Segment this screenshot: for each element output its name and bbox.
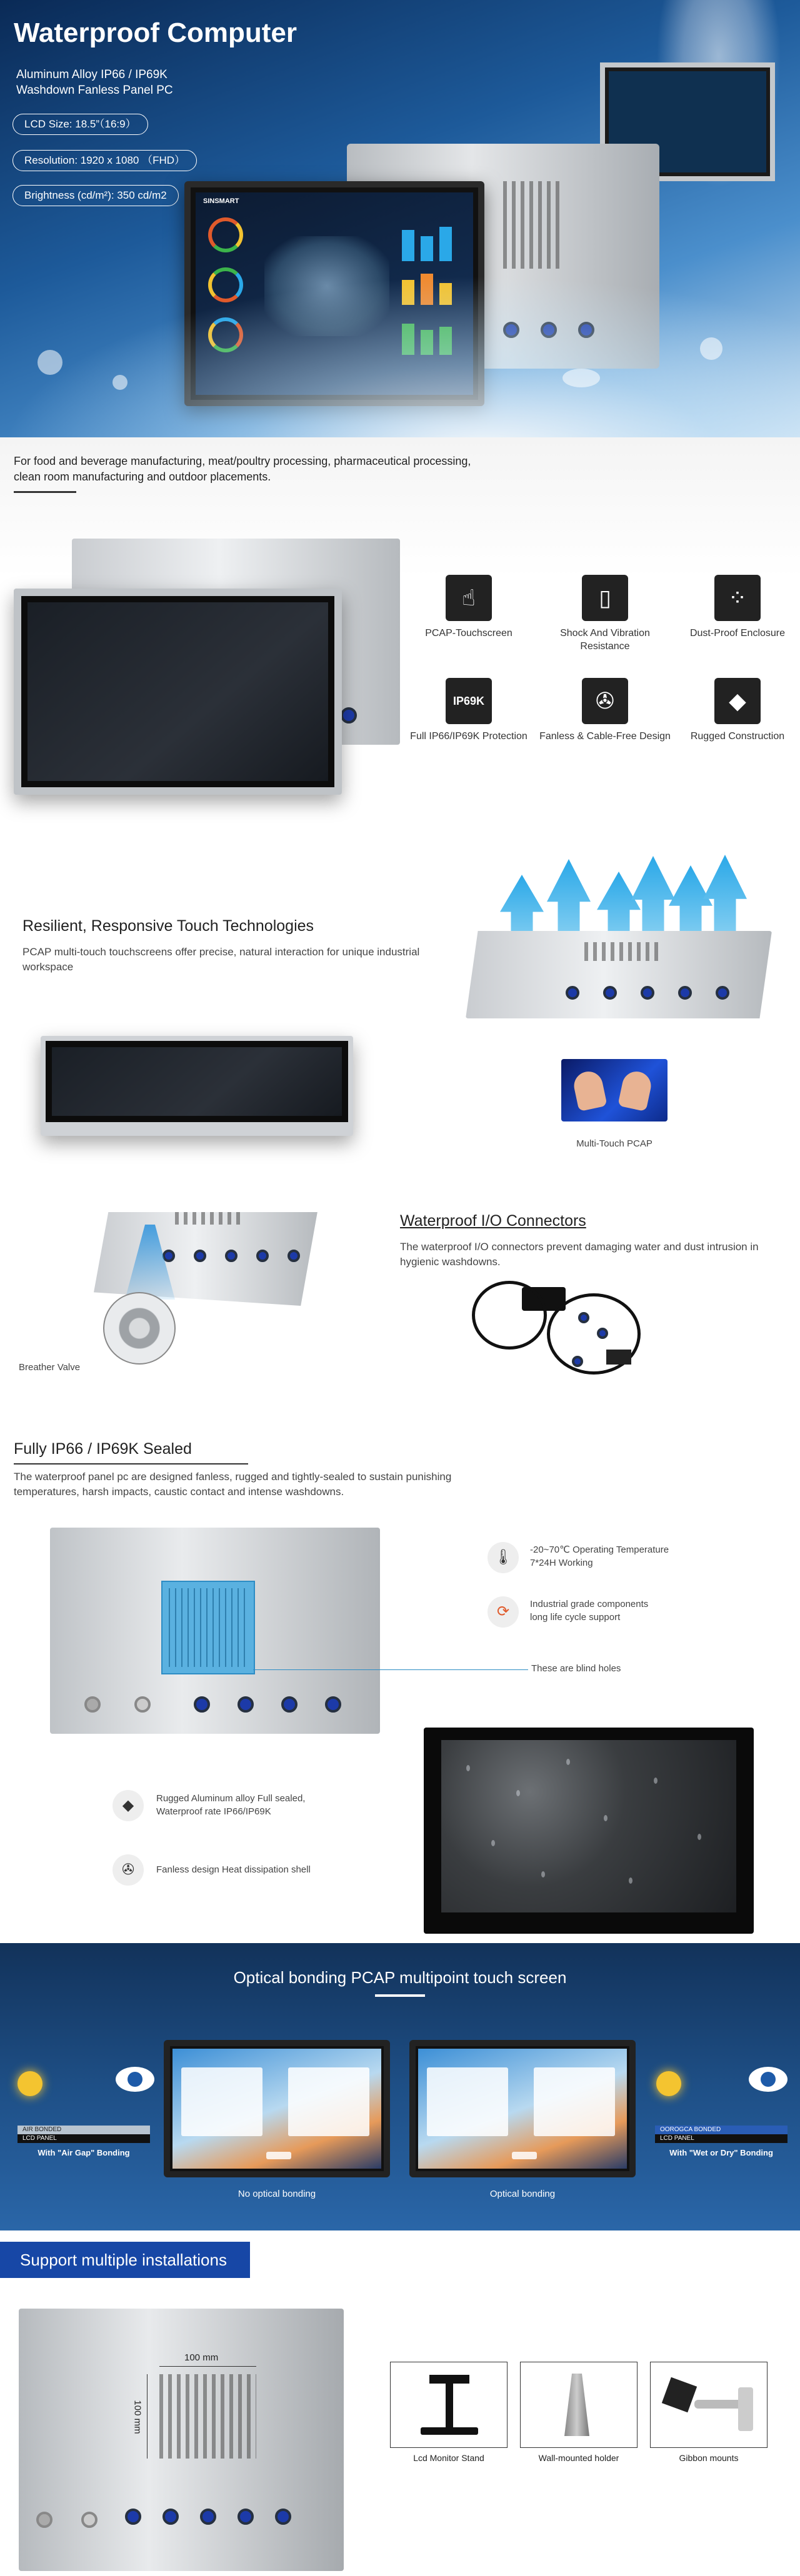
feature-label: Rugged Construction xyxy=(690,731,785,742)
eye-icon xyxy=(749,2067,788,2092)
panel-pc-rear-image xyxy=(19,2309,344,2571)
gibbon-mount-image xyxy=(650,2362,768,2448)
io-heading: Waterproof I/O Connectors xyxy=(400,1212,586,1230)
diamond-icon: ◆ xyxy=(714,678,761,724)
sealed-body: The waterproof panel pc are designed fanless, rugged and tightly-sealed to sustain punishing temperatures, harsh impacts, caustic contact and intense washdowns. xyxy=(14,1471,452,1498)
rain-panel-image xyxy=(424,1728,754,1934)
fan-icon: ✇ xyxy=(112,1854,144,1886)
no-bonding-caption: No optical bonding xyxy=(238,2189,316,2199)
lcd-panel-layer: LCD PANEL xyxy=(18,2134,150,2143)
touch-section xyxy=(0,837,800,1212)
components-line2: long life cycle support xyxy=(530,1612,621,1623)
sealed-heading-underline xyxy=(14,1463,248,1465)
spec-lcd-size: LCD Size: 18.5”（16:9） xyxy=(12,114,148,135)
vesa-height-label: 100 mm xyxy=(132,2400,143,2434)
sun-icon xyxy=(656,2071,681,2096)
fan-icon: ✇ xyxy=(582,678,628,724)
vibration-icon: ▯ xyxy=(582,575,628,621)
screen-brand: SINSMART xyxy=(203,197,239,205)
tablet-no-bonding-image xyxy=(164,2040,390,2177)
monitor-stand-image xyxy=(390,2362,508,2448)
wet-dry-tagline: With "Wet or Dry" Bonding xyxy=(669,2148,773,2157)
intro-description: For food and beverage manufacturing, meat/poultry processing, pharmaceutical processing, clean room manufacturing and outdoor placements. xyxy=(14,455,471,484)
cables-adapter-image xyxy=(472,1262,641,1387)
optical-title: Optical bonding PCAP multipoint touch screen xyxy=(233,1968,567,1987)
sun-icon xyxy=(18,2071,42,2096)
alloy-text xyxy=(156,1792,305,1818)
feature-fanless xyxy=(539,678,671,743)
lifecycle-icon: ⟳ xyxy=(488,1596,519,1628)
feature-ip-protection xyxy=(403,678,534,743)
feature-shock-vibration xyxy=(539,575,671,654)
hero-subtitle-line1: Aluminum Alloy IP66 / IP69K xyxy=(16,68,168,81)
install-title: Support multiple installations xyxy=(0,2242,250,2278)
panel-pc-front-image xyxy=(14,589,342,795)
alloy-line1: Rugged Aluminum alloy Full sealed, xyxy=(156,1793,306,1804)
feature-dust-proof xyxy=(672,575,800,640)
fanless-text: Fanless design Heat dissipation shell xyxy=(156,1864,311,1875)
optical-bonding-section xyxy=(0,1943,800,2230)
feature-rugged xyxy=(672,678,800,743)
feature-label: Shock And Vibration Resistance xyxy=(560,628,650,652)
feature-pcap-touchscreen xyxy=(403,575,534,640)
air-gap-tagline: With "Air Gap" Bonding xyxy=(38,2148,130,2157)
io-section xyxy=(0,1212,800,1437)
lcd-panel-layer: LCD PANEL xyxy=(655,2134,788,2143)
hero-banner xyxy=(0,0,800,437)
tablet-optical-bonding-image xyxy=(409,2040,636,2177)
temperature-line1: -20~70℃ Operating Temperature xyxy=(530,1544,669,1555)
components-line1: Industrial grade components xyxy=(530,1599,649,1609)
air-bonded-layer: AIR BONDED xyxy=(18,2126,150,2134)
alloy-line2: Waterproof rate IP66/IP69K xyxy=(156,1806,271,1817)
feature-label: Full IP66/IP69K Protection xyxy=(410,731,528,742)
wall-holder-image xyxy=(520,2362,638,2448)
multi-touch-hands-image xyxy=(561,1059,668,1121)
mount-label-stand: Lcd Monitor Stand xyxy=(413,2453,484,2463)
sealed-section xyxy=(0,1437,800,1943)
features-section xyxy=(0,437,800,837)
multi-touch-caption: Multi-Touch PCAP xyxy=(576,1138,652,1149)
feature-label: Dust-Proof Enclosure xyxy=(689,628,786,639)
ip69k-icon: IP69K xyxy=(446,678,492,724)
spec-brightness: Brightness (cd/m²): 350 cd/m2 xyxy=(12,185,179,206)
eye-icon xyxy=(116,2067,154,2092)
hero-title: Waterproof Computer xyxy=(14,17,298,48)
dust-icon: ⁘ xyxy=(714,575,761,621)
ooroca-bonded-layer: OOROGCA BONDED xyxy=(655,2126,788,2134)
temperature-line2: 7*24H Working xyxy=(530,1558,593,1568)
feature-label: PCAP-Touchscreen xyxy=(425,628,512,639)
touch-heading: Resilient, Responsive Touch Technologies xyxy=(22,917,314,935)
hero-subtitle-line2: Washdown Fanless Panel PC xyxy=(16,83,173,97)
optical-bonding-caption: Optical bonding xyxy=(489,2189,556,2199)
feature-label: Fanless & Cable-Free Design xyxy=(539,731,671,742)
touch-icon: ☝ xyxy=(446,575,492,621)
sealed-heading: Fully IP66 / IP69K Sealed xyxy=(14,1440,192,1458)
temperature-text xyxy=(530,1543,669,1569)
mount-label-wall: Wall-mounted holder xyxy=(538,2453,619,2463)
diamond-icon: ◆ xyxy=(112,1790,144,1821)
breather-valve-image xyxy=(103,1292,176,1365)
heat-sink-vent xyxy=(161,1581,255,1674)
breather-valve-caption: Breather Valve xyxy=(19,1362,81,1373)
intro-divider xyxy=(14,491,76,493)
mount-label-gibbon: Gibbon mounts xyxy=(679,2453,739,2463)
blind-holes-label: These are blind holes xyxy=(531,1663,621,1674)
spec-resolution: Resolution: 1920 x 1080 （FHD） xyxy=(12,150,197,171)
io-body: The waterproof I/O connectors prevent damaging water and dust intrusion in hygienic washdowns. xyxy=(400,1241,759,1268)
components-text xyxy=(530,1598,648,1624)
hero-subtitle xyxy=(16,67,241,98)
blind-holes-leader xyxy=(253,1669,528,1670)
water-splash-image xyxy=(0,275,800,437)
touch-body: PCAP multi-touch touchscreens offer precise, natural interaction for unique industrial workspace xyxy=(22,946,420,973)
panel-pc-angled-image xyxy=(41,1036,353,1136)
optical-title-underline xyxy=(375,1994,425,1997)
vesa-width-label: 100 mm xyxy=(184,2352,219,2363)
thermometer-icon: 🌡 xyxy=(488,1542,519,1573)
panel-pc-io-image xyxy=(466,931,772,1018)
installation-section xyxy=(0,2230,800,2576)
